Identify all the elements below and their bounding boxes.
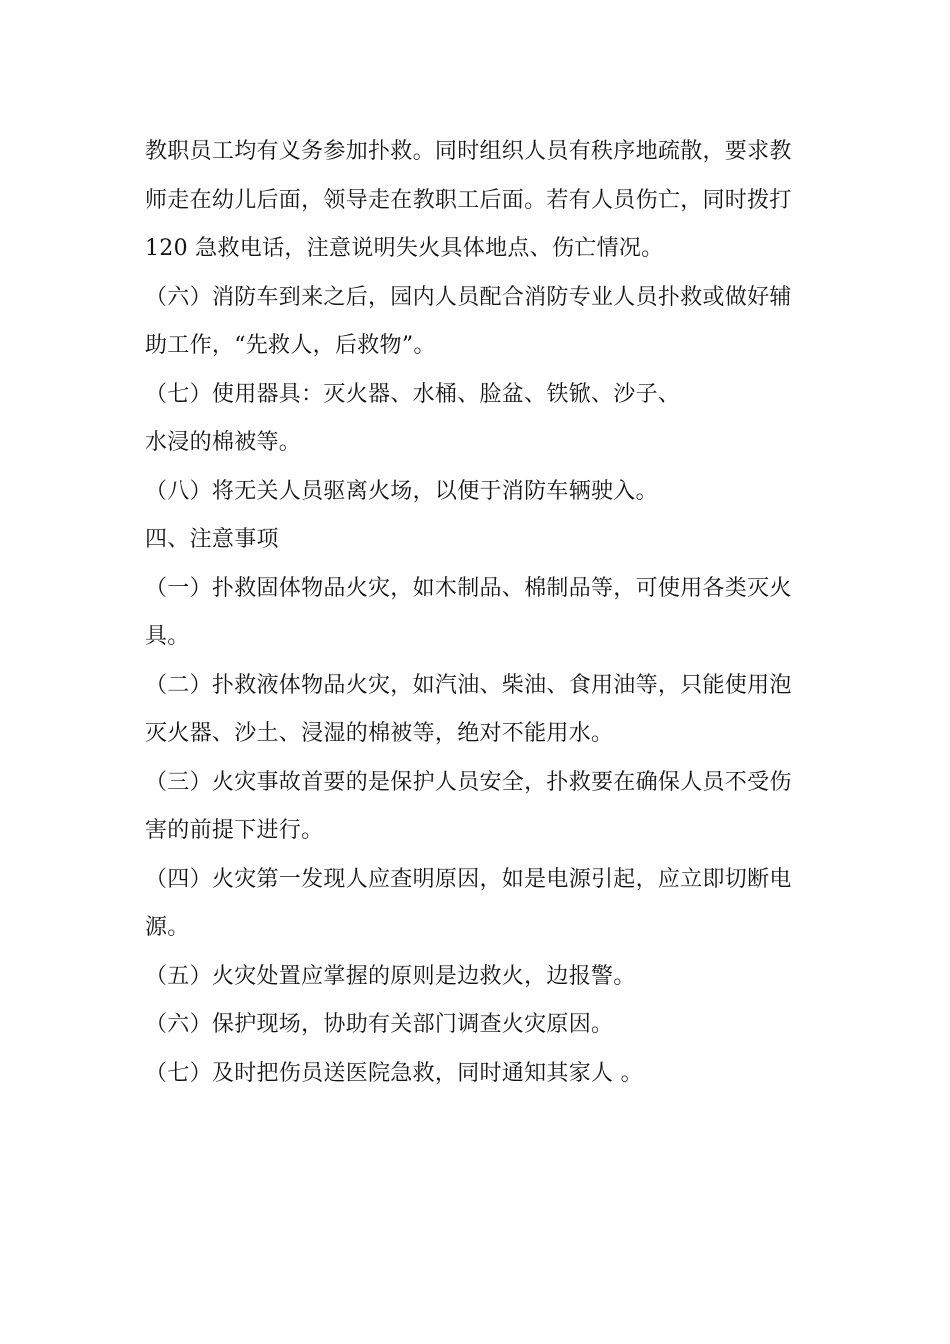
paragraph-note-6-protect-scene [145,1001,810,1050]
text-line: 源。 [145,915,190,940]
text-line: （六）保护现场，协助有关部门调查火灾原因。 [145,1012,614,1037]
paragraph-note-3-safety-first [145,759,810,856]
document-body [145,128,810,1098]
paragraph-note-1-solid-fire [145,565,810,662]
paragraph-note-5-principle [145,953,810,1002]
text-line: （一）扑救固体物品火灾，如木制品、棉制品等，可使用各类灭火 [145,575,792,601]
text-line: （四）火灾第一发现人应查明原因，如是电源引起，应立即切断电 [145,866,792,892]
text-line: （三）火灾事故首要的是保护人员安全，扑救要在确保人员不受伤 [145,769,792,795]
heading-line: 四、注意事项 [145,527,279,552]
text-line: （七）使用器具：灭火器、水桶、脸盆、铁锨、沙子、 [145,381,681,407]
paragraph-item-8-clear-area [145,468,810,517]
text-line: （八）将无关人员驱离火场，以便于消防车辆驶入。 [145,478,658,504]
text-line: （二）扑救液体物品火灾，如汽油、柴油、食用油等，只能使用泡 [145,672,792,698]
text-line: （六）消防车到来之后，园内人员配合消防专业人员扑救或做好辅 [145,284,792,310]
paragraph-note-2-liquid-fire [145,662,810,759]
text-line: 水浸的棉被等。 [145,430,302,455]
text-line: （五）火灾处置应掌握的原则是边救火，边报警。 [145,963,636,989]
text-line: 师走在幼儿后面，领导走在教职工后面。若有人员伤亡，同时拨打 [145,187,792,213]
text-line: 灭火器、沙土、浸湿的棉被等，绝对不能用水。 [145,721,614,746]
text-line: （七）及时把伤员送医院急救，同时通知其家人 。 [145,1060,643,1086]
paragraph-note-4-cut-power [145,856,810,953]
paragraph-item-7-equipment [145,371,810,468]
text-line: 教职员工均有义务参加扑救。同时组织人员有秩序地疏散，要求教 [145,139,792,164]
text-line: 具。 [145,624,190,649]
text-line: 害的前提下进行。 [145,818,324,843]
paragraph-note-7-hospital [145,1050,810,1099]
section-heading-precautions [145,516,810,565]
paragraph-evacuation [145,128,810,274]
text-line: 120 急救电话，注意说明失火具体地点、伤亡情况。 [145,236,664,261]
text-line: 助工作，“先救人，后救物”。 [145,333,436,358]
paragraph-item-6-fire-truck [145,274,810,371]
